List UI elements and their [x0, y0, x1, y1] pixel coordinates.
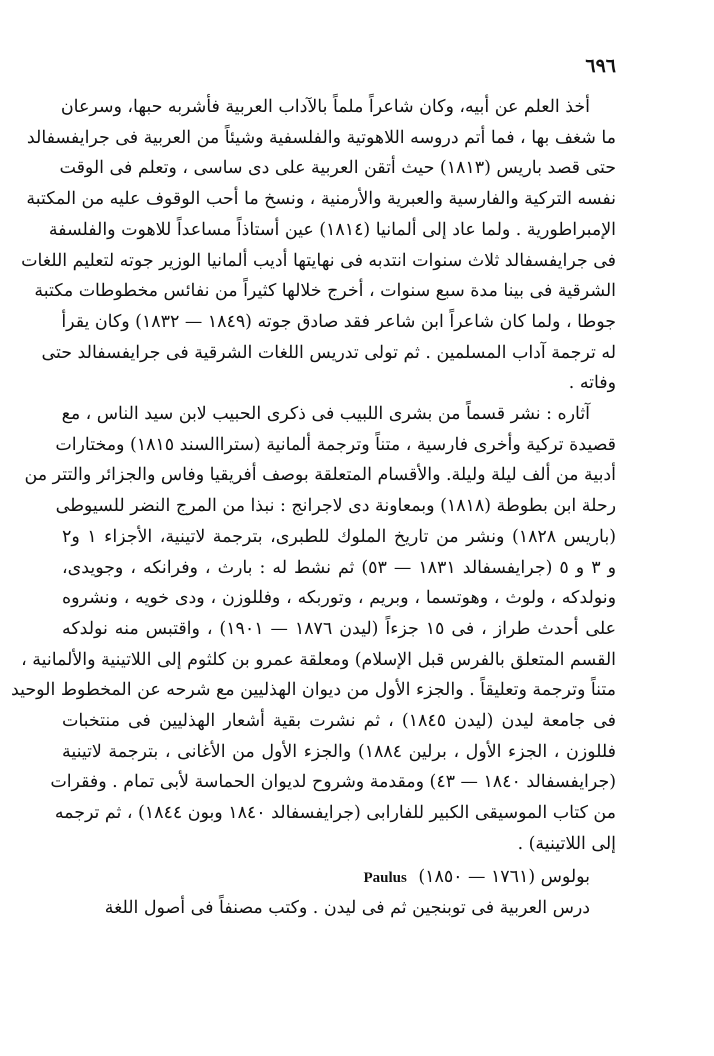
text-line: وفاته . — [568, 373, 616, 394]
text-line: له ترجمة آداب المسلمين . ثم تولى تدريس اللغات الشرقية فى جرايفسفالد حتى — [41, 342, 616, 363]
paragraph — [11, 399, 616, 860]
entry-heading-arabic: بولوس (١٧٦١ — ١٨٥٠) — [418, 866, 590, 887]
page-number: ٦٩٦ — [585, 55, 616, 77]
text-line: و ٣ و ٥ (جرايفسفالد ١٨٣١ — ٥٣) ثم نشط له : بارث ، وفرانكه ، وجويدى، — [62, 557, 616, 578]
text-line: الشرقية فى بينا مدة سبع سنوات ، أخرج خلالها كثيراً من نفائس مخطوطات مكتبة — [34, 281, 616, 302]
text-line: آثاره : نشر قسماً من بشرى اللبيب فى ذكرى الحبيب لابن سيد الناس ، مع — [61, 404, 590, 425]
text-line: متناً وترجمة وتعليقاً . والجزء الأول من ديوان الهذليين مع شرحه عن المخطوط الوحيد — [11, 680, 616, 701]
text-line: أخذ العلم عن أبيه، وكان شاعراً ملماً بالآداب العربية فأشربه حبها، وسرعان — [60, 97, 590, 117]
text-line: فى جامعة ليدن (ليدن ١٨٤٥) ، ثم نشرت بقية أشعار الهذليين فى منتخبات — [62, 711, 616, 732]
entry-heading — [62, 862, 616, 893]
text-line: حتى قصد باريس (١٨١٣) حيث أتقن العربية على دى ساسى ، وتعلم فى الوقت — [59, 158, 616, 179]
text-line: نفسه التركية والفارسية والعبرية والأرمنية ، ونسخ ما أحب الوقوف عليه من المكتبة — [26, 189, 616, 210]
text-line: جوطا ، ولما كان شاعراً ابن شاعر فقد صادق جوته (١٨٤٩ — ١٨٣٢) وكان يقرأ — [61, 311, 616, 332]
text-line: القسم المتعلق بالفرس قبل الإسلام) ومعلقة عمرو بن كلثوم إلى اللاتينية والألمانية ، — [21, 649, 616, 670]
text-line: من كتاب الموسيقى الكبير للفارابى (جرايفسفالد ١٨٤٠ وبون ١٨٤٤) ، ثم ترجمه — [54, 803, 616, 824]
text-line: الإمبراطورية . ولما عاد إلى ألمانيا (١٨١٤) عين أستاذاً مساعداً للاهوت والفلسفة — [48, 219, 616, 240]
entry-heading-latin: Paulus — [363, 869, 407, 886]
final-paragraph — [62, 893, 616, 924]
text-line: درس العربية فى توبنجين ثم فى ليدن . وكتب مصنفاً فى أصول اللغة — [104, 897, 590, 918]
document-page — [11, 52, 616, 923]
text-line: على أحدث طراز ، فى ١٥ جزءاً (ليدن ١٨٧٦ — ١٩٠١) ، واقتبس منه نولدكه — [62, 618, 616, 639]
text-line: رحلة ابن بطوطة (١٨١٨) وبمعاونة دى لاجرانج : نبذا من المرج النضر للسيوطى — [55, 496, 616, 517]
text-line: ونولدكه ، ولوث ، وهوتسما ، وبريم ، وتوربكه ، وفللوزن ، ودى خويه ، ونشروه — [62, 588, 616, 609]
text-line: (جرايفسفالد ١٨٤٠ — ٤٣) ومقدمة وشروح لديوان الحماسة لأبى تمام . وفقرات — [50, 772, 616, 793]
paragraph — [21, 92, 616, 399]
text-line: أدبية من ألف ليلة وليلة. والأقسام المتعلقة بوصف أفريقيا وفاس والجزائر والتتر من — [24, 465, 616, 486]
text-line: فى جرايفسفالد ثلاث سنوات انتدبه فى نهايتها أديب ألمانيا الوزير جوته لتعليم اللغات — [21, 250, 616, 271]
text-line: إلى اللاتينية) . — [517, 833, 616, 854]
text-line: قصيدة تركية وأخرى فارسية ، متناً وترجمة ألمانية (ستراالسند ١٨١٥) ومختارات — [55, 434, 616, 455]
text-line: فللوزن ، الجزء الأول ، برلين ١٨٨٤) والجزء الأول من الأغانى ، بترجمة لاتينية — [62, 741, 616, 762]
text-line: (باريس ١٨٢٨) ونشر من تاريخ الملوك للطبرى، بترجمة لاتينية، الأجزاء ١ و٢ — [62, 526, 616, 547]
body-text — [11, 92, 616, 860]
text-line: ما شغف بها ، فما أتم دروسه اللاهوتية والفلسفية وشيئاً من العربية فى جرايفسفالد — [26, 127, 616, 148]
